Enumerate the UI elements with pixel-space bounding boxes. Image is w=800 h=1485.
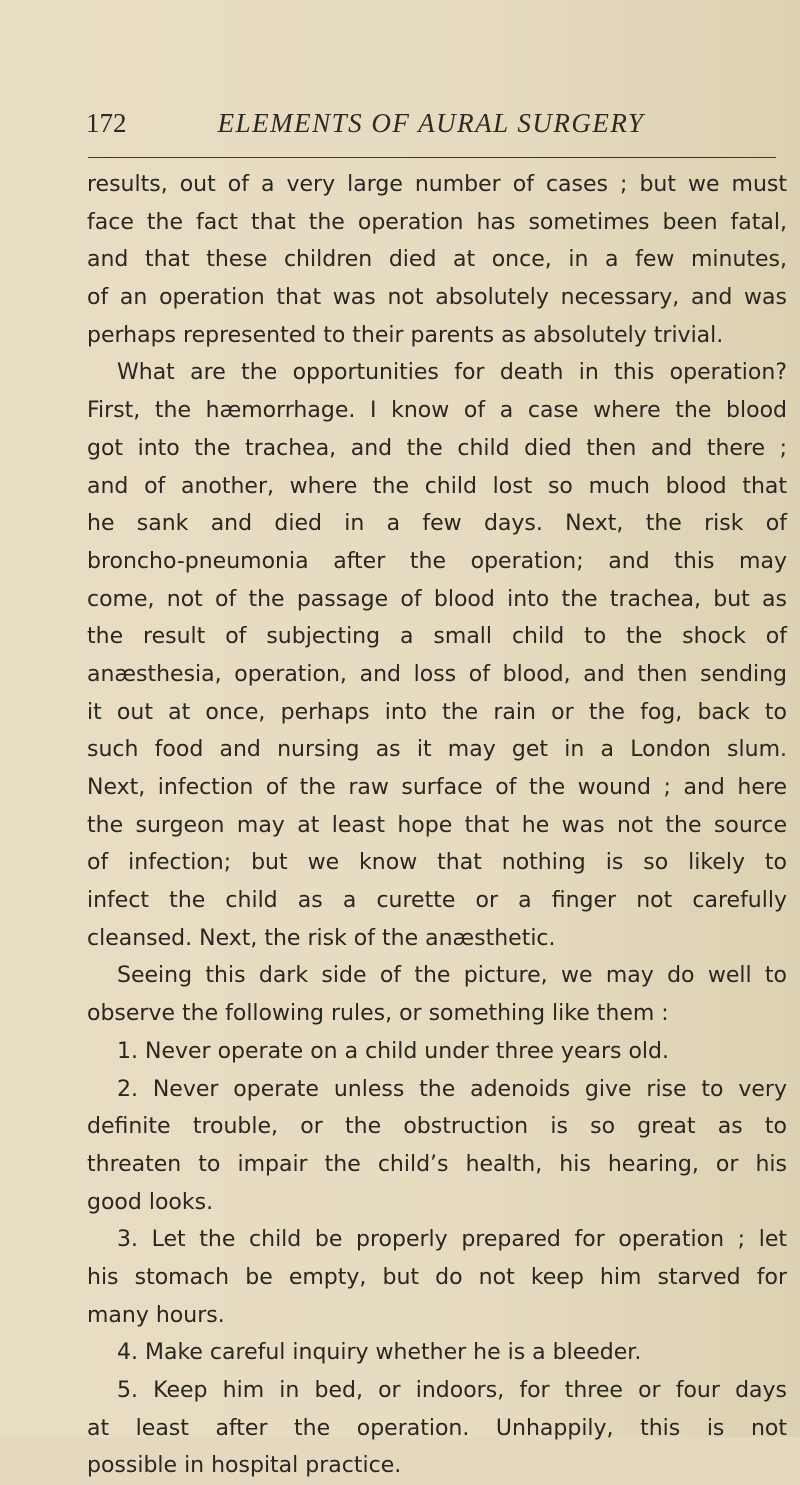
text-line: First, the hæmorrhage. I know of a case where the blood <box>87 398 787 424</box>
text-line: anæsthesia, operation, and loss of blood, and then sending <box>87 661 787 687</box>
list-item: 1. Never operate on a child under three years old. <box>117 1038 669 1064</box>
text-line: of infection; but we know that nothing is so likely to <box>87 850 787 876</box>
text-line: definite trouble, or the obstruction is so great as to <box>87 1114 787 1140</box>
text-line: many hours. <box>87 1302 225 1328</box>
text-line: face the fact that the operation has sometimes been fatal, <box>87 209 787 235</box>
page-number: 172 <box>86 108 127 138</box>
text-line: cleansed. Next, the risk of the anæsthetic. <box>87 925 556 951</box>
text-line: it out at once, perhaps into the rain or the fog, back to <box>87 699 787 725</box>
text-line: good looks. <box>87 1189 214 1215</box>
text-line: What are the opportunities for death in this operation? <box>117 360 787 386</box>
running-title: ELEMENTS OF AURAL SURGERY <box>217 108 645 138</box>
text-line: the surgeon may at least hope that he was not the source <box>87 812 787 838</box>
text-line: got into the trachea, and the child died then and there ; <box>87 435 787 461</box>
text-line: Next, infection of the raw surface of the wound ; and here <box>87 775 787 800</box>
text-line: and of another, where the child lost so much blood that <box>87 473 787 499</box>
text-line: such food and nursing as it may get in a London slum. <box>87 737 787 763</box>
body-text <box>87 166 787 1485</box>
list-item: 5. Keep him in bed, or indoors, for three or four days <box>117 1378 787 1403</box>
text-line: the result of subjecting a small child to the shock of <box>87 624 787 650</box>
list-item: 4. Make careful inquiry whether he is a bleeder. <box>117 1340 642 1366</box>
running-head <box>86 108 786 148</box>
text-line: perhaps represented to their parents as absolutely trivial. <box>87 322 724 348</box>
text-line: results, out of a very large number of cases ; but we must <box>87 172 787 197</box>
text-line: possible in hospital practice. <box>87 1453 402 1479</box>
text-line: Seeing this dark side of the picture, we may do well to <box>117 963 787 989</box>
header-rule <box>88 157 776 158</box>
text-line: of an operation that was not absolutely necessary, and was <box>87 285 787 311</box>
text-line: broncho-pneumonia after the operation; and this may <box>87 548 787 574</box>
list-item: 2. Never operate unless the adenoids give rise to very <box>117 1076 787 1102</box>
text-line: come, not of the passage of blood into the trachea, but as <box>87 586 787 612</box>
text-line: and that these children died at once, in a few minutes, <box>87 247 787 273</box>
list-item: 3. Let the child be properly prepared for operation ; let <box>117 1227 787 1253</box>
text-line: at least after the operation. Unhappily, this is not <box>87 1415 787 1441</box>
text-line: observe the following rules, or something like them : <box>87 1001 669 1027</box>
text-line: infect the child as a curette or a finger not carefully <box>87 888 787 914</box>
text-line: he sank and died in a few days. Next, the risk of <box>87 511 787 537</box>
text-line: threaten to impair the child’s health, his hearing, or his <box>87 1151 787 1177</box>
text-line: his stomach be empty, but do not keep him starved for <box>87 1264 787 1290</box>
